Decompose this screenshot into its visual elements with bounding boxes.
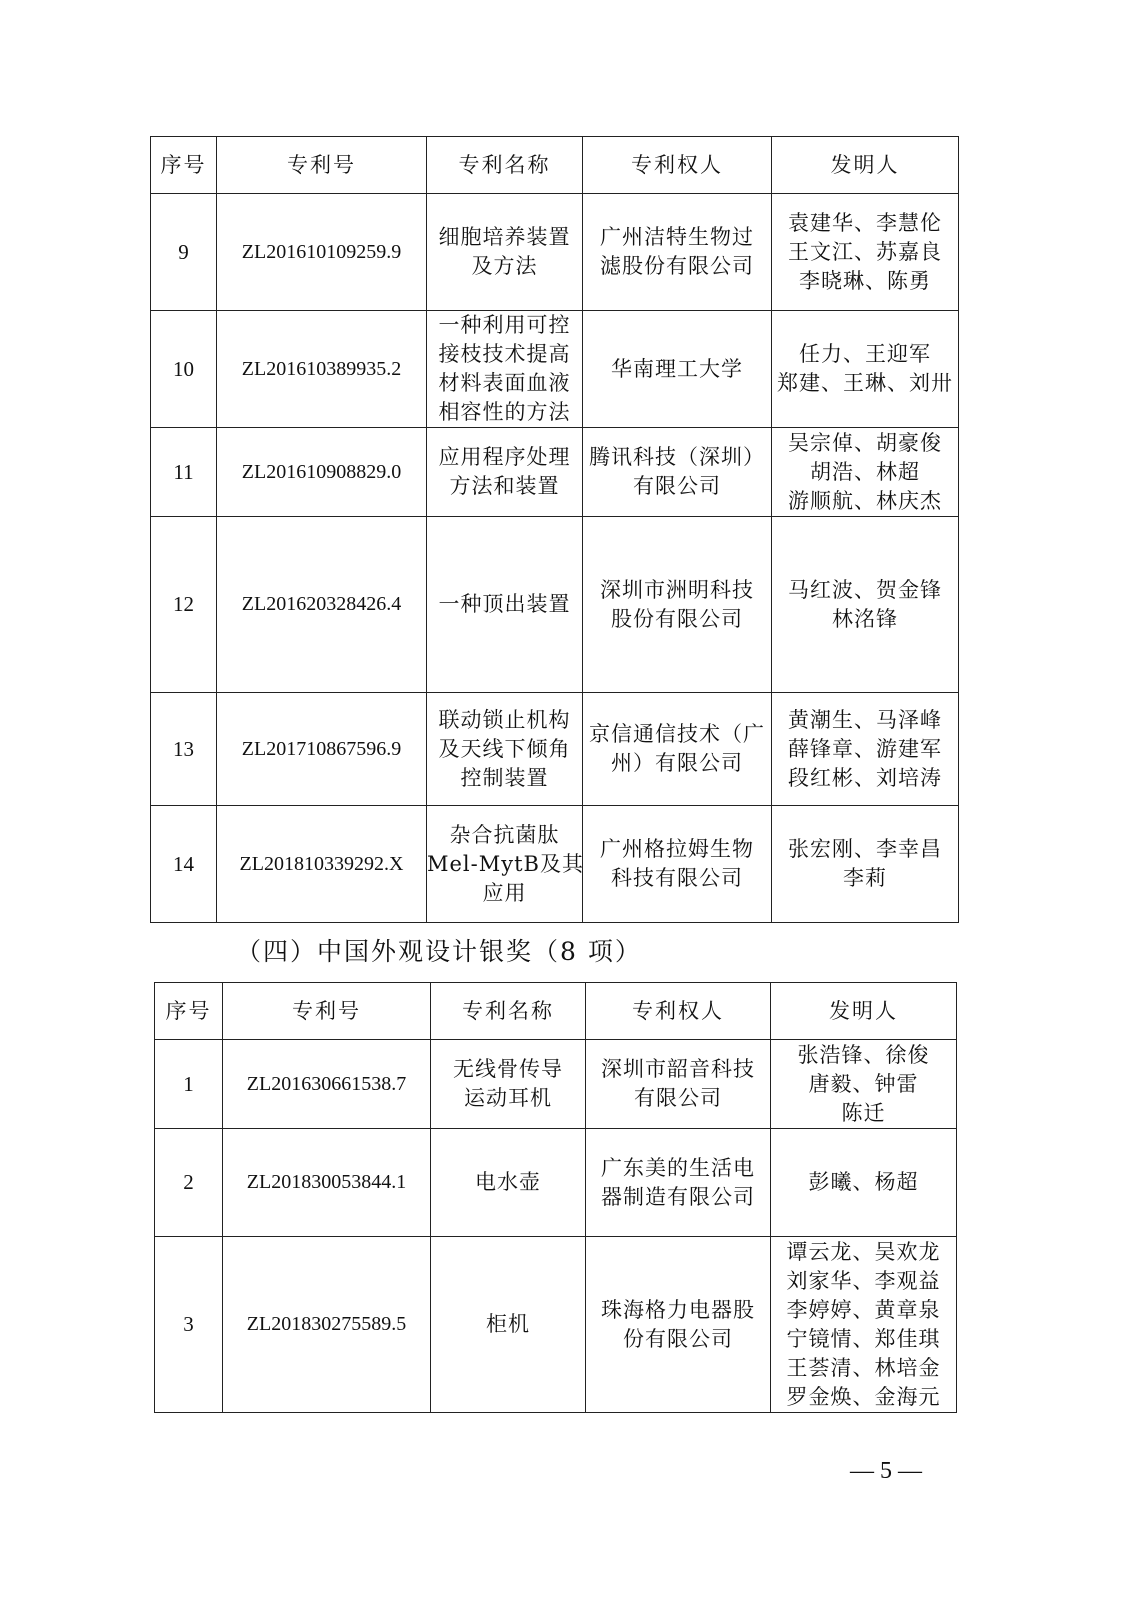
table-row bbox=[151, 806, 959, 923]
cell-line: 华南理工大学 bbox=[611, 356, 743, 381]
cell-line: 任力、王迎军 bbox=[799, 342, 931, 366]
seq-cell: 9 bbox=[151, 194, 217, 311]
inventors-cell bbox=[771, 1040, 957, 1129]
patent-number-cell: ZL201810339292.X bbox=[217, 806, 427, 923]
cell-line: 胡浩、林超 bbox=[810, 459, 920, 484]
patent-holder-cell bbox=[583, 194, 772, 311]
cell-line: 电水壶 bbox=[475, 1170, 541, 1194]
patent-name-cell bbox=[431, 1129, 586, 1237]
cell-line: 马红波、贺金锋 bbox=[788, 577, 942, 602]
table-header-row bbox=[151, 137, 959, 194]
header-patent-name: 专利名称 bbox=[427, 137, 583, 194]
patent-number-cell: ZL201610389935.2 bbox=[217, 311, 427, 428]
header-seq: 序号 bbox=[155, 983, 223, 1040]
cell-line: 有限公司 bbox=[634, 1086, 722, 1110]
cell-line: 杂合抗菌肽 bbox=[449, 822, 560, 847]
cell-line: 吴宗倬、胡豪俊 bbox=[788, 430, 942, 455]
cell-line: 谭云龙、吴欢龙 bbox=[786, 1239, 941, 1264]
patent-number-cell: ZL201630661538.7 bbox=[223, 1040, 431, 1129]
header-seq: 序号 bbox=[151, 137, 217, 194]
cell-line: 游顺航、林庆杰 bbox=[788, 488, 942, 513]
cell-line: 唐毅、钟雷 bbox=[808, 1071, 919, 1096]
table-row bbox=[151, 693, 959, 806]
patent-name-cell bbox=[427, 428, 583, 517]
patent-number-cell: ZL201830053844.1 bbox=[223, 1129, 431, 1237]
cell-line: 份有限公司 bbox=[623, 1326, 733, 1351]
cell-line: 材料表面血液 bbox=[438, 371, 571, 395]
patent-name-cell bbox=[431, 1040, 586, 1129]
inventors-cell bbox=[771, 1237, 957, 1413]
seq-cell: 10 bbox=[151, 311, 217, 428]
inventors-cell bbox=[772, 428, 959, 517]
section-title: （四）中国外观设计银奖（8 项） bbox=[236, 937, 642, 966]
table-row bbox=[155, 1129, 957, 1237]
cell-line: 陈迁 bbox=[841, 1100, 886, 1125]
cell-line: 一种利用可控 bbox=[438, 313, 571, 337]
cell-line: 深圳市洲明科技 bbox=[600, 577, 754, 602]
seq-cell: 2 bbox=[155, 1129, 223, 1237]
cell-line: 段红彬、刘培涛 bbox=[788, 765, 942, 790]
seq-cell: 13 bbox=[151, 693, 217, 806]
cell-line: 相容性的方法 bbox=[438, 400, 571, 424]
patent-name-cell bbox=[427, 517, 583, 693]
table-row bbox=[151, 311, 959, 428]
patent-number-cell: ZL201710867596.9 bbox=[217, 693, 427, 806]
header-patent-holder: 专利权人 bbox=[583, 137, 772, 194]
patent-name-cell bbox=[427, 311, 583, 428]
cell-line: 李晓琳、陈勇 bbox=[799, 268, 931, 293]
cell-line: 腾讯科技（深圳） bbox=[589, 445, 765, 469]
cell-line: 京信通信技术（广 bbox=[589, 722, 765, 746]
header-inventors: 发明人 bbox=[771, 983, 957, 1040]
patent-holder-cell bbox=[586, 1237, 771, 1413]
cell-line: 王文江、苏嘉良 bbox=[788, 239, 942, 264]
patent-name-cell bbox=[431, 1237, 586, 1413]
seq-cell: 14 bbox=[151, 806, 217, 923]
cell-line: 王荟清、林培金 bbox=[786, 1355, 941, 1380]
patent-number-cell: ZL201620328426.4 bbox=[217, 517, 427, 693]
table-body bbox=[151, 194, 959, 923]
table-row bbox=[155, 1237, 957, 1413]
patent-holder-cell bbox=[583, 311, 772, 428]
patent-table-1 bbox=[150, 136, 959, 923]
header-patent-no: 专利号 bbox=[217, 137, 427, 194]
table-row bbox=[151, 194, 959, 311]
cell-line: 彭曦、杨超 bbox=[808, 1170, 919, 1194]
cell-line: 器制造有限公司 bbox=[601, 1184, 755, 1209]
cell-line: 控制装置 bbox=[460, 765, 549, 790]
cell-line: 珠海格力电器股 bbox=[601, 1297, 755, 1322]
patent-holder-cell bbox=[586, 1040, 771, 1129]
patent-holder-cell bbox=[583, 517, 772, 693]
patent-name-cell bbox=[427, 693, 583, 806]
patent-holder-cell bbox=[583, 693, 772, 806]
table-body bbox=[155, 1040, 957, 1413]
cell-line: 无线骨传导 bbox=[453, 1057, 563, 1081]
table-header-row bbox=[155, 983, 957, 1040]
cell-line: 宁镜情、郑佳琪 bbox=[786, 1326, 941, 1351]
cell-line: 广州格拉姆生物 bbox=[600, 837, 754, 861]
cell-line: 股份有限公司 bbox=[611, 606, 743, 631]
inventors-cell bbox=[772, 517, 959, 693]
table-row bbox=[155, 1040, 957, 1129]
cell-line: Mel-MytB及其 bbox=[427, 851, 584, 876]
cell-line: 及方法 bbox=[471, 254, 538, 278]
patent-table-2 bbox=[154, 982, 957, 1413]
inventors-cell bbox=[772, 311, 959, 428]
cell-line: 袁建华、李慧伦 bbox=[788, 210, 942, 235]
table-row bbox=[151, 517, 959, 693]
seq-cell: 11 bbox=[151, 428, 217, 517]
cell-line: 联动锁止机构 bbox=[438, 707, 571, 732]
seq-cell: 1 bbox=[155, 1040, 223, 1129]
cell-line: 李莉 bbox=[843, 866, 887, 890]
cell-line: 接枝技术提高 bbox=[438, 342, 571, 366]
patent-number-cell: ZL201830275589.5 bbox=[223, 1237, 431, 1413]
cell-line: 李婷婷、黄章泉 bbox=[786, 1297, 941, 1322]
inventors-cell bbox=[772, 806, 959, 923]
cell-line: 运动耳机 bbox=[464, 1086, 552, 1110]
patent-holder-cell bbox=[586, 1129, 771, 1237]
cell-line: 刘家华、李观益 bbox=[786, 1268, 941, 1293]
cell-line: 广州洁特生物过 bbox=[600, 225, 754, 249]
cell-line: 应用 bbox=[482, 880, 527, 905]
cell-line: 郑建、王琳、刘卅 bbox=[777, 371, 953, 395]
inventors-cell bbox=[772, 194, 959, 311]
header-patent-no: 专利号 bbox=[223, 983, 431, 1040]
cell-line: 深圳市韶音科技 bbox=[601, 1057, 755, 1081]
header-inventors: 发明人 bbox=[772, 137, 959, 194]
seq-cell: 3 bbox=[155, 1237, 223, 1413]
cell-line: 罗金焕、金海元 bbox=[786, 1384, 941, 1409]
cell-line: 应用程序处理 bbox=[438, 445, 571, 469]
cell-line: 滤股份有限公司 bbox=[600, 254, 754, 278]
patent-name-cell bbox=[427, 806, 583, 923]
cell-line: 一种顶出装置 bbox=[438, 592, 571, 616]
patent-number-cell: ZL201610908829.0 bbox=[217, 428, 427, 517]
header-patent-name: 专利名称 bbox=[431, 983, 586, 1040]
cell-line: 黄潮生、马泽峰 bbox=[788, 707, 942, 732]
cell-line: 州）有限公司 bbox=[611, 751, 743, 775]
cell-line: 林洺锋 bbox=[832, 606, 898, 631]
cell-line: 张浩锋、徐俊 bbox=[797, 1042, 930, 1067]
patent-number-cell: ZL201610109259.9 bbox=[217, 194, 427, 311]
cell-line: 科技有限公司 bbox=[611, 866, 743, 890]
table-row bbox=[151, 428, 959, 517]
cell-line: 方法和装置 bbox=[449, 474, 560, 498]
cell-line: 及天线下倾角 bbox=[438, 736, 571, 761]
cell-line: 广东美的生活电 bbox=[601, 1155, 755, 1180]
cell-line: 柜机 bbox=[486, 1312, 530, 1336]
cell-line: 有限公司 bbox=[633, 474, 721, 498]
inventors-cell bbox=[771, 1129, 957, 1237]
patent-name-cell bbox=[427, 194, 583, 311]
page-number: — 5 — bbox=[850, 1458, 922, 1484]
patent-holder-cell bbox=[583, 428, 772, 517]
cell-line: 薛锋章、游建军 bbox=[788, 736, 942, 761]
inventors-cell bbox=[772, 693, 959, 806]
seq-cell: 12 bbox=[151, 517, 217, 693]
cell-line: 张宏刚、李幸昌 bbox=[788, 837, 942, 861]
patent-holder-cell bbox=[583, 806, 772, 923]
header-patent-holder: 专利权人 bbox=[586, 983, 771, 1040]
cell-line: 细胞培养装置 bbox=[438, 225, 571, 249]
